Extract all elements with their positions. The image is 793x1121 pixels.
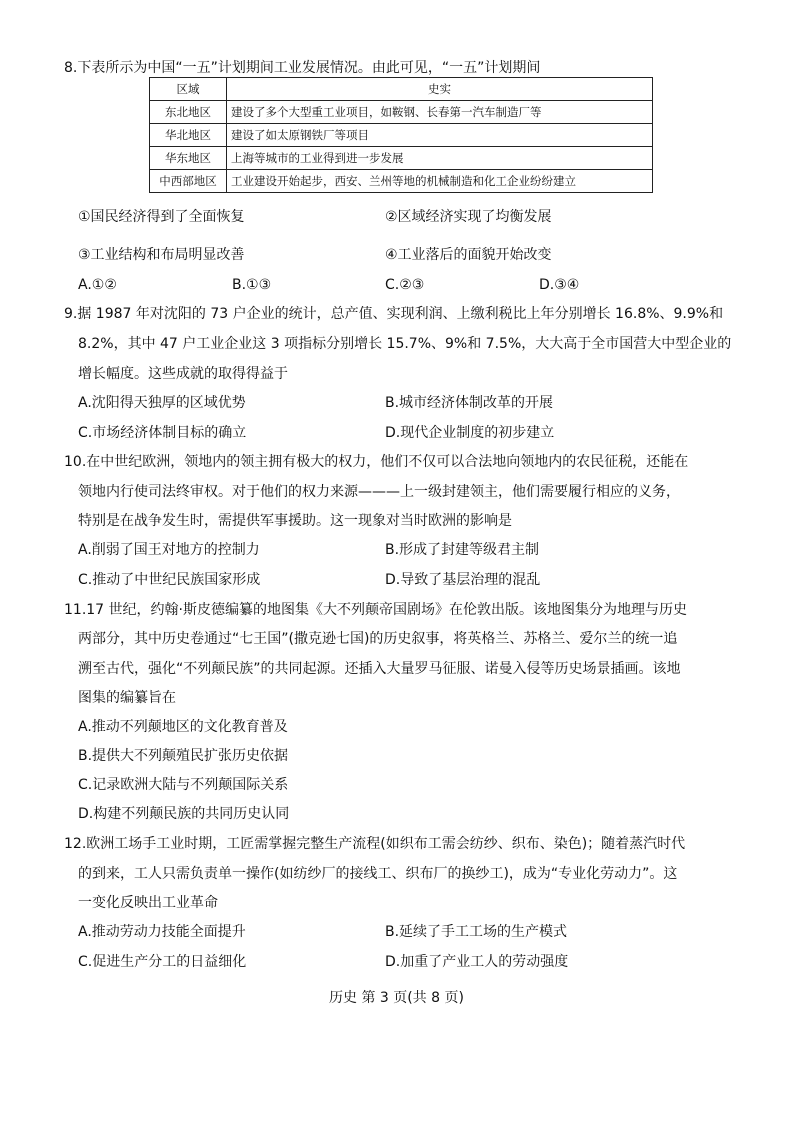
table-row: [150, 170, 653, 193]
q10-option-b[interactable]: B.形成了封建等级君主制: [385, 542, 540, 558]
table-row: [150, 124, 653, 147]
question-8-stem: 8.下表所示为中国“一五”计划期间工业发展情况。由此可见，“一五”计划期间: [64, 60, 541, 76]
question-11-stem-line: 溯至古代，强化“不列颠民族”的共同起源。还插入大量罗马征服、诺曼入侵等历史场景插画。该地: [78, 661, 681, 677]
q8-option-b[interactable]: B.①③: [232, 277, 272, 293]
q8-item-1: ①国民经济得到了全面恢复: [78, 209, 245, 225]
table-cell: 上海等城市的工业得到进一步发展: [227, 147, 653, 170]
question-11-stem-line: 两部分，其中历史卷通过“七王国”(撒克逊七国)的历史叙事，将英格兰、苏格兰、爱尔兰的统一追: [78, 631, 678, 647]
table-cell: 工业建设开始起步，西安、兰州等地的机械制造和化工企业纷纷建立: [227, 170, 653, 193]
q10-option-d[interactable]: D.导致了基层治理的混乱: [385, 572, 541, 588]
question-12-stem-line: 12.欧洲工场手工业时期，工匠需掌握完整生产流程(如织布工需会纺纱、织布、染色)；随着蒸汽时代: [64, 836, 686, 852]
question-12-stem-line: 一变化反映出工业革命: [78, 895, 218, 911]
table-header: 史实: [227, 78, 653, 101]
q8-option-d[interactable]: D.③④: [539, 277, 580, 293]
table-cell: 建设了如太原钢铁厂等项目: [227, 124, 653, 147]
q12-option-c[interactable]: C.促进生产分工的日益细化: [78, 954, 247, 970]
table-header: 区域: [150, 78, 227, 101]
q9-option-c[interactable]: C.市场经济体制目标的确立: [78, 425, 247, 441]
q11-option-d[interactable]: D.构建不列颠民族的共同历史认同: [78, 806, 290, 822]
table-row: [150, 147, 653, 170]
q9-option-a[interactable]: A.沈阳得天独厚的区域优势: [78, 395, 246, 411]
page-footer: 历史 第 3 页(共 8 页): [329, 990, 464, 1006]
q12-option-d[interactable]: D.加重了产业工人的劳动强度: [385, 954, 569, 970]
table-cell: 建设了多个大型重工业项目，如鞍钢、长春第一汽车制造厂等: [227, 101, 653, 124]
table-cell: 华北地区: [150, 124, 227, 147]
q8-item-2: ②区域经济实现了均衡发展: [385, 209, 552, 225]
q8-item-3: ③工业结构和布局明显改善: [78, 247, 245, 263]
industry-table: [149, 77, 653, 193]
table-header-row: [150, 78, 653, 101]
question-10-stem-line: 领地内行使司法终审权。对于他们的权力来源———上一级封建领主，他们需要履行相应的义务，: [78, 484, 680, 500]
q11-option-b[interactable]: B.提供大不列颠殖民扩张历史依据: [78, 748, 289, 764]
question-12-stem-line: 的到来，工人只需负责单一操作(如纺纱厂的接线工、织布厂的换纱工)，成为“专业化劳动力”。这: [78, 866, 678, 882]
question-11-stem-line: 11.17 世纪，约翰·斯皮德编纂的地图集《大不列颠帝国剧场》在伦敦出版。该地图集分为地理与历史: [64, 602, 687, 618]
question-9-stem-line: 8.2%，其中 47 户工业企业这 3 项指标分别增长 15.7%、9%和 7.5%，大大高于全市国营大中型企业的: [78, 336, 732, 352]
question-10-stem-line: 10.在中世纪欧洲，领地内的领主拥有极大的权力，他们不仅可以合法地向领地内的农民征税，还能在: [64, 454, 689, 470]
question-9-stem-line: 9.据 1987 年对沈阳的 73 户企业的统计，总产值、实现利润、上缴利税比上年分别增长 16.8%、9.9%和: [64, 306, 724, 322]
q9-option-b[interactable]: B.城市经济体制改革的开展: [385, 395, 554, 411]
q8-option-c[interactable]: C.②③: [385, 277, 425, 293]
question-9-stem-line: 增长幅度。这些成就的取得得益于: [78, 366, 288, 382]
table-cell: 东北地区: [150, 101, 227, 124]
q8-option-a[interactable]: A.①②: [78, 277, 117, 293]
q9-option-d[interactable]: D.现代企业制度的初步建立: [385, 425, 555, 441]
question-11-stem-line: 图集的编纂旨在: [78, 690, 176, 706]
q10-option-a[interactable]: A.削弱了国王对地方的控制力: [78, 542, 260, 558]
q12-option-a[interactable]: A.推动劳动力技能全面提升: [78, 924, 246, 940]
q11-option-a[interactable]: A.推动不列颠地区的文化教育普及: [78, 719, 288, 735]
q12-option-b[interactable]: B.延续了手工工场的生产模式: [385, 924, 568, 940]
table-row: [150, 101, 653, 124]
table-cell: 中西部地区: [150, 170, 227, 193]
q10-option-c[interactable]: C.推动了中世纪民族国家形成: [78, 572, 261, 588]
question-10-stem-line: 特别是在战争发生时，需提供军事援助。这一现象对当时欧洲的影响是: [78, 513, 512, 529]
table-cell: 华东地区: [150, 147, 227, 170]
q8-item-4: ④工业落后的面貌开始改变: [385, 247, 552, 263]
q11-option-c[interactable]: C.记录欧洲大陆与不列颠国际关系: [78, 777, 289, 793]
